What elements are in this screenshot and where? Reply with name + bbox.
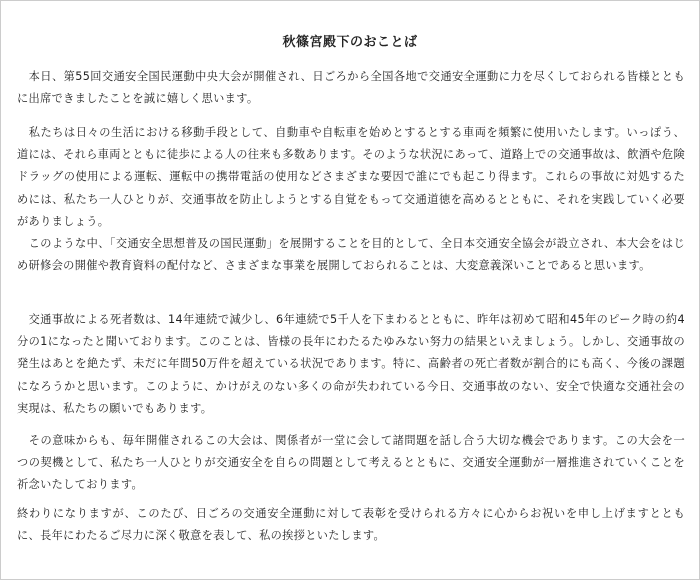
paragraph-closing: 終わりになりますが、このたび、日ごろの交通安全運動に対して表彰を受けられる方々に心からお祝いを申し上げますとともに、長年にわたるご尽力に深く敬意を表して、私の挨拶といたします。	[17, 507, 685, 543]
paragraph-convention-significance: その意味からも、毎年開催されるこの大会は、関係者が一堂に会して諸問題を話し合う大切な機会であります。この大会を一つの契機として、私たち一人ひとりが交通安全を自らの問題として考えるとともに、交通安全運動が一層推進されていくことを祈念いたしております。	[17, 434, 685, 492]
document-title: 秋篠宮殿下のおことば	[282, 35, 418, 50]
paragraph-opening: 本日、第55回交通安全国民運動中央大会が開催され、日ごろから全国各地で交通安全運動に力を尽くしておられる皆様とともに出席できましたことを誠に嬉しく思います。	[17, 70, 685, 106]
paragraph-association-activities: このような中、「交通安全思想普及の国民運動」を展開することを目的として、全日本交通安全協会が設立され、本大会をはじめ研修会の開催や教育資料の配付など、さまざまな事業を展開しておられることは、大変意義深いことであると思います。	[17, 237, 685, 273]
paragraph-traffic-safety-awareness: 私たちは日々の生活における移動手段として、自動車や自転車を始めとするとする車両を頻繁に使用いたします。いっぽう、道には、それら車両とともに徒歩による人の往来も多数あります。そのような状況にあって、道路上での交通事故は、飲酒や危険ドラッグの使用による運転、運転中の携帯電話の使用などさまざまな要因で誰にでも起こり得ます。これらの事故に対処するためには、私たち一人ひとりが、交通事故を防止しようとする自覚をもって交通道徳を高めるとともに、それを実践していく必要がありましょう。	[17, 126, 685, 228]
paragraph-fatality-statistics: 交通事故による死者数は、14年連続で減少し、6年連続で5千人を下まわるとともに、昨年は初めて昭和45年のピーク時の約4分の1になったと聞いております。このことは、皆様の長年にわたるたゆみない努力の結果といえましょう。しかし、交通事故の発生はあとを絶たず、未だに年間50万件を超えている状況であります。特に、高齢者の死亡者数が割合的にも高く、今後の課題になろうかと思います。このように、かけがえのない多くの命が失われている今日、交通事故のない、安全で快適な交通社会の実現は、私たちの願いでもあります。	[17, 313, 685, 415]
